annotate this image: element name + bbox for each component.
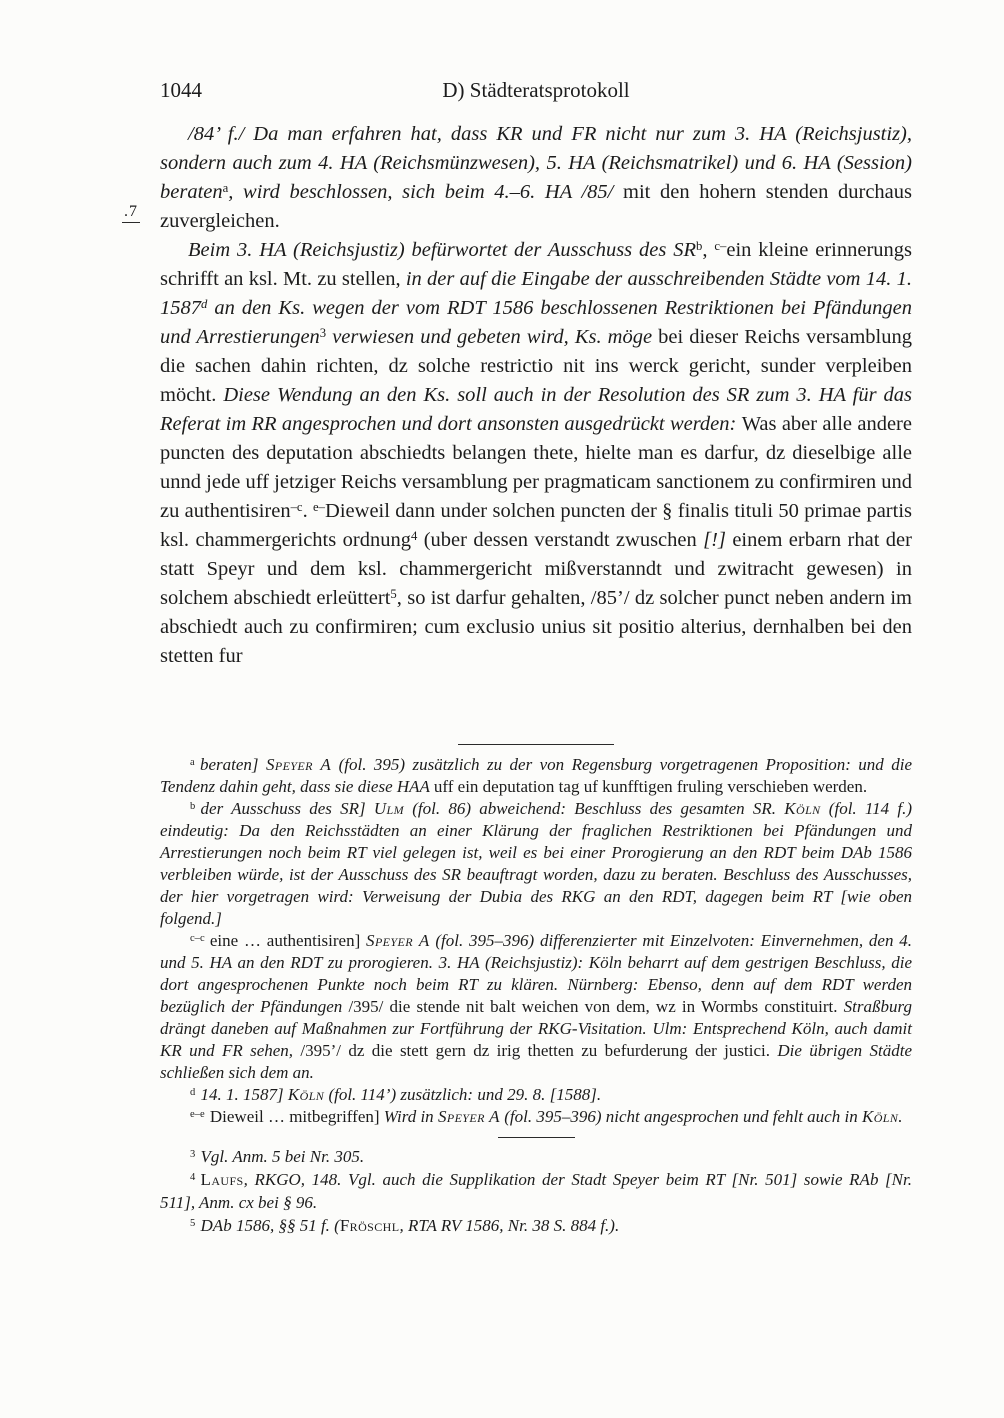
body-paragraph <box>160 120 912 236</box>
text-segment: (fol. 395–396) nicht angesprochen und fehlt auch in <box>499 1107 862 1126</box>
text-segment: ein kleine erinnerungs schrifft an ksl. Mt. zu stellen, <box>160 239 913 290</box>
text-segment: /84’ f./ Da man erfahren hat, dass KR und FR nicht nur zum 3. HA (Reichsjustiz), sondern auch zum 4. HA (Reichsmünzwesen), 5. HA (Reichsmatrikel) und 6. HA (Session) beraten <box>160 123 912 203</box>
text-segment: . <box>302 500 314 522</box>
commentary-note <box>160 1145 912 1168</box>
note-reference-mark: c–c <box>190 932 205 944</box>
text-segment: Vgl. Anm. 5 bei Nr. 305. <box>200 1147 365 1166</box>
text-segment: Köln <box>784 799 821 818</box>
text-segment: uff ein deputation tag uf kunfftigen fruling verschieben werden. <box>433 777 868 796</box>
text-segment: bei dieser Reichs versamblung die sachen dahin richten, dz solche restrictio nit ins werck gericht, sunder verpleiben möcht. <box>160 326 912 406</box>
note-reference-mark: 4 <box>190 1171 196 1183</box>
text-segment: , <box>702 239 715 261</box>
text-segment: . <box>898 1107 903 1126</box>
apparatus-note <box>160 1084 912 1106</box>
apparatus-note <box>160 798 912 930</box>
text-segment: Dieweil … mitbegriffen] <box>209 1107 384 1126</box>
text-segment: Was aber alle andere puncten des deputation abschiedts belangen thete, hielte man es darfur, dz dieselbige alle unnd jede uff jetziger Reichs versamblung per pragmaticam sanctionem zu confirmiren und zu authentisiren <box>160 413 912 522</box>
note-reference-mark: d <box>190 1086 196 1098</box>
text-segment: /395’/ dz die stett gern dz irig thetten zu befurderung der justici. <box>300 1041 778 1060</box>
text-segment: Dieweil dann under solchen puncten der § finalis tituli 50 primae partis ksl. chammergerichts ordnung <box>160 500 913 551</box>
text-segment: (fol. 395) zusätzlich zu der von Regensburg vorgetragenen Proposition: und die Tendenz dahin geht, dass sie diese HAA <box>160 755 912 796</box>
text-segment: eine … authentisiren] <box>209 931 367 950</box>
text-segment: DAb 1586, §§ 51 f. ( <box>200 1216 340 1235</box>
note-reference-mark: c– <box>714 238 727 253</box>
note-reference-mark: a <box>190 756 195 768</box>
text-segment: Speyer A <box>437 1107 500 1126</box>
text-segment: [!] <box>703 529 726 551</box>
commentary-separator-rule <box>498 1137 575 1138</box>
note-reference-mark: 3 <box>319 325 327 340</box>
text-segment: , so ist darfur gehalten, /85’/ dz solcher punct neben andern im abschiedt auch zu confirmiren; cum exclusio unius sit positio alterius, dernhalben bei den stetten fur <box>160 587 912 667</box>
text-segment: (uber dessen verstandt zwuschen <box>417 529 704 551</box>
note-reference-mark: 4 <box>410 528 418 543</box>
text-segment: Laufs <box>200 1170 244 1189</box>
apparatus-separator-rule <box>458 744 614 745</box>
note-reference-mark: 3 <box>190 1148 196 1160</box>
text-segment: einem erbarn rhat der statt Speyr und dem ksl. chammergericht mißverstanndt und zwitracht gewesen) in solchem abschiedt erleüttert <box>160 529 912 609</box>
text-segment: Ulm <box>373 799 405 818</box>
text-segment: (fol. 86) abweichend: Beschluss des gesamten SR. <box>404 799 785 818</box>
text-segment: Beim 3. HA (Reichsjustiz) befürwortet der Ausschuss des SR <box>188 239 696 261</box>
text-segment: mit den hohern stenden durchaus zuvergleichen. <box>160 181 913 232</box>
text-segment: (fol. 114’) zusätzlich: und 29. 8. [1588]. <box>324 1085 602 1104</box>
text-segment: in der auf die Eingabe der ausschreibenden Städte vom 14. 1. 1587 <box>160 268 912 319</box>
note-reference-mark: e– <box>313 499 326 514</box>
page-number: 1044 <box>160 78 202 102</box>
note-reference-mark: b <box>190 800 196 812</box>
note-reference-mark: b <box>696 238 703 253</box>
apparatus-note <box>160 930 912 1084</box>
text-segment: Speyer A <box>366 931 430 950</box>
apparatus-note <box>160 754 912 798</box>
text-segment: Köln <box>287 1085 325 1104</box>
body-paragraph <box>160 236 912 671</box>
apparatus-note <box>160 1106 912 1128</box>
text-segment: , RKGO, 148. Vgl. auch die Supplikation der Stadt Speyer beim RT [Nr. 501] sowie RAb [Nr. 511], Anm. cx bei § 96. <box>160 1170 912 1212</box>
main-text <box>160 120 912 671</box>
critical-apparatus <box>160 754 912 1128</box>
text-segment: 14. 1. 1587] <box>200 1085 288 1104</box>
commentary-footnotes <box>160 1145 912 1237</box>
text-segment: verwiesen und gebeten wird, Ks. möge <box>326 326 659 348</box>
note-reference-mark: –c <box>290 499 303 514</box>
note-reference-mark: e–e <box>190 1108 205 1120</box>
margin-annotation: .7 <box>122 202 140 223</box>
note-reference-mark: d <box>201 296 208 311</box>
note-reference-mark: 5 <box>190 1217 196 1229</box>
text-segment: an den Ks. wegen der vom RDT 1586 beschlossenen Restriktionen bei Pfändungen und Arrestierungen <box>160 297 912 348</box>
text-segment: Die übrigen Städte schließen sich dem an. <box>160 1041 912 1082</box>
text-segment: Wird in <box>383 1107 438 1126</box>
text-segment: Diese Wendung an den Ks. soll auch in der Resolution des SR zum 3. HA für das Referat im RR angesprochen und dort ansonsten ausgedrückt werden: <box>160 384 912 435</box>
text-segment: Straßburg drängt daneben auf Maßnahmen zur Fortführung der RKG-Visitation. Ulm: Entsprechend Köln, auch damit KR und FR sehen, <box>160 997 912 1060</box>
text-segment: , wird beschlossen, sich beim 4.–6. HA /85/ <box>228 181 624 203</box>
note-reference-mark: a <box>222 180 229 195</box>
text-segment: beraten] <box>199 755 266 774</box>
text-segment: /395/ die stende nit balt weichen von dem, wz in Wormbs constituirt. <box>348 997 844 1016</box>
running-header <box>160 78 912 104</box>
commentary-note <box>160 1214 912 1237</box>
text-segment: Köln <box>861 1107 899 1126</box>
text-segment: (fol. 395–396) differenzierter mit Einzelvoten: Einvernehmen, den 4. und 5. HA an den RDT zu prorogieren. 3. HA (Reichsjustiz): Köln beharrt auf dem gestrigen Beschluss, die dort angesprochenen Punkte noch beim RT zu klären. Nürnberg: Ebenso, denn auf dem RDT werden bezüglich der Pfändungen <box>160 931 912 1016</box>
text-segment: Speyer A <box>265 755 332 774</box>
commentary-note <box>160 1168 912 1214</box>
text-segment: , RTA RV 1586, Nr. 38 S. 884 f.). <box>399 1216 620 1235</box>
text-segment: Fröschl <box>339 1216 400 1235</box>
text-segment: (fol. 114 f.) eindeutig: Da den Reichsstädten an einer Klärung der fraglichen Restriktionen bei Pfändungen und Arrestierungen noch beim RT viel gelegen ist, weil es bei einer Prorogierung an den RDT beim DAb 1586 verbleiben würde, ist der Ausschuss des SR beauftragt worden, dazu zu beraten. Beschluss des Ausschusses, der hier vorgetragen wird: Verweisung der Dubia des RKG an den RDT, dagegen beim RT [wie oben folgend.] <box>160 799 912 928</box>
text-segment: der Ausschuss des SR] <box>200 799 374 818</box>
running-head-title: D) Städteratsprotokoll <box>442 78 630 102</box>
note-reference-mark: 5 <box>390 586 397 601</box>
